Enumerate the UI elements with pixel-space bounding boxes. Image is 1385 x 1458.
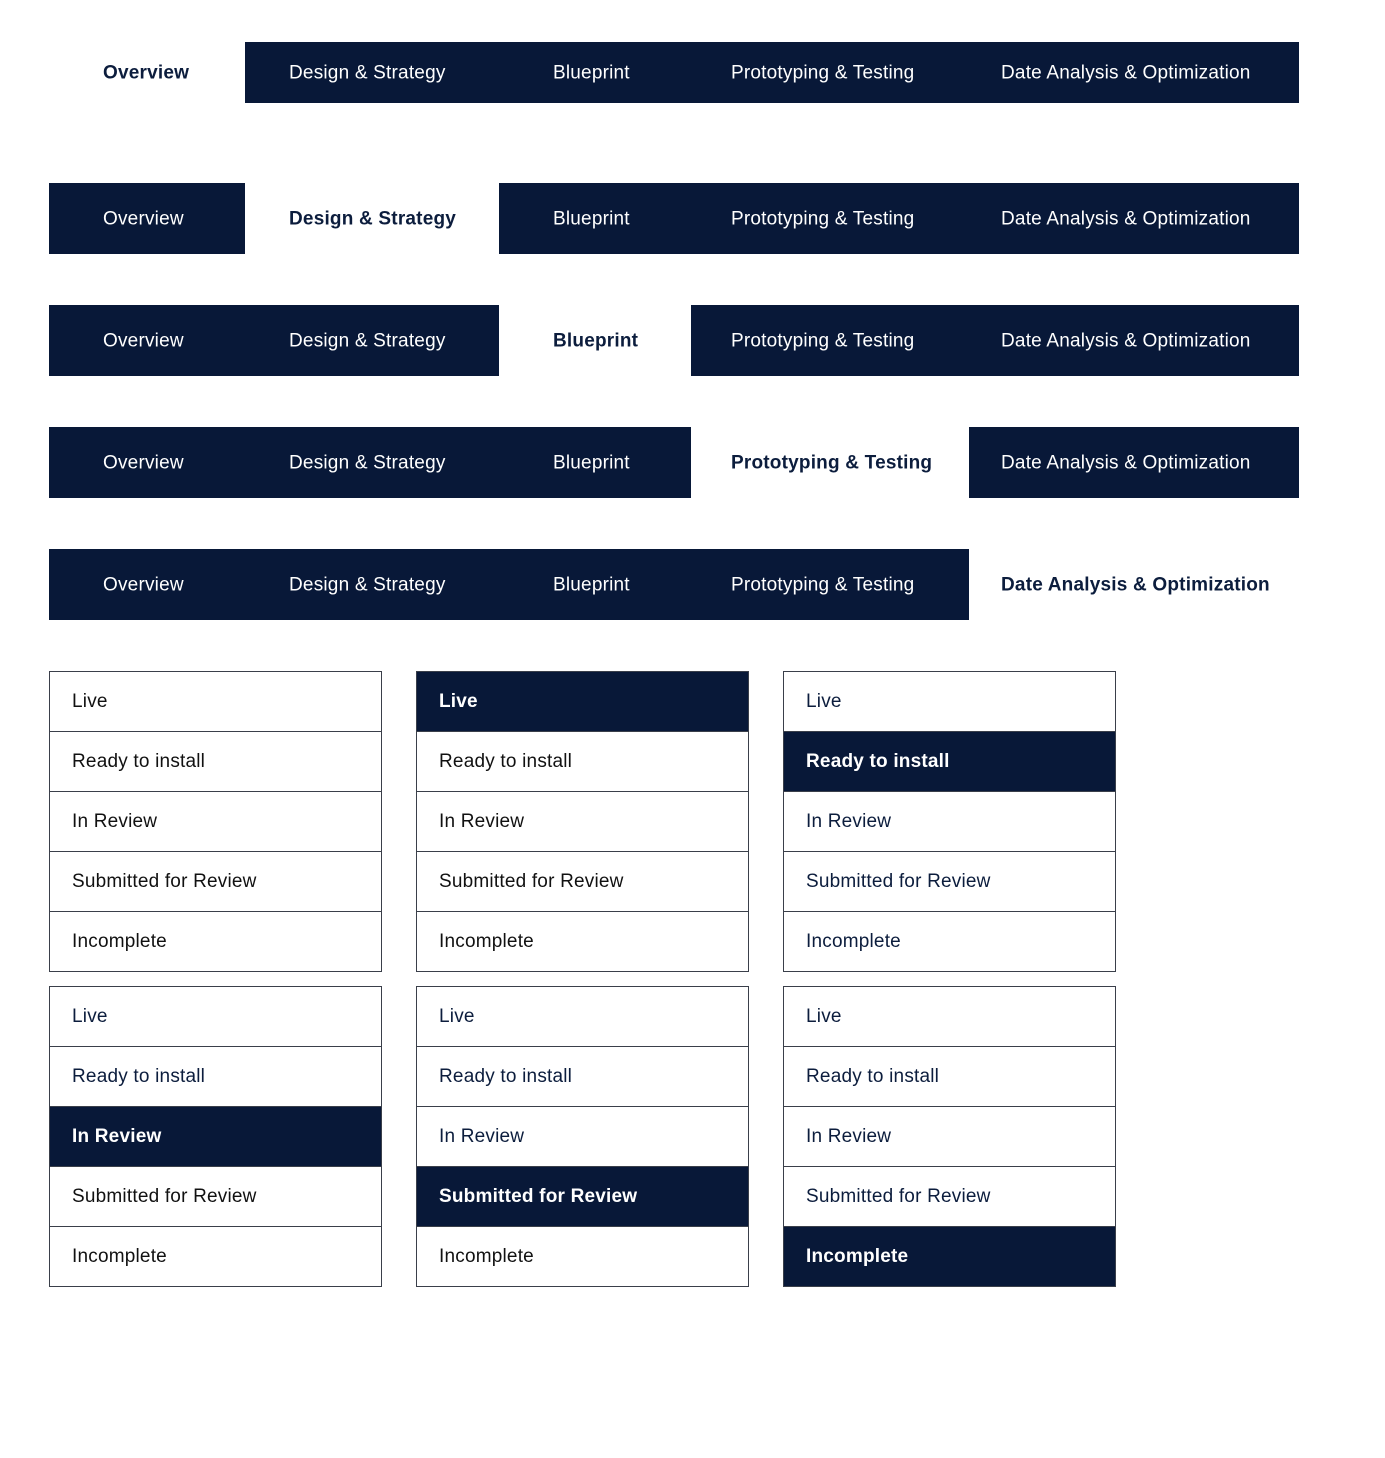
tab-bar-blueprint-active: [49, 305, 1299, 376]
status-label: Live: [72, 690, 108, 712]
status-label: Ready to install: [72, 1065, 206, 1087]
status-label: Ready to install: [439, 750, 573, 772]
status-label: Live: [439, 690, 478, 712]
tab-label: Prototyping & Testing: [731, 452, 933, 473]
status-item-incomplete[interactable]: [784, 912, 1115, 971]
status-label: In Review: [806, 1125, 892, 1147]
status-label: Incomplete: [806, 1245, 909, 1267]
tab-label: Overview: [103, 574, 184, 595]
status-label: Incomplete: [439, 930, 534, 952]
status-item-ready-to-install[interactable]: [50, 732, 381, 792]
status-label: Incomplete: [72, 930, 167, 952]
tab-overview[interactable]: [49, 42, 245, 103]
tab-prototyping-testing[interactable]: [691, 427, 969, 498]
status-item-live[interactable]: [50, 672, 381, 732]
tab-blueprint[interactable]: [499, 183, 691, 254]
status-label: Live: [72, 1005, 108, 1027]
tab-label: Design & Strategy: [289, 330, 446, 351]
status-item-submitted-for-review[interactable]: [784, 852, 1115, 912]
tab-label: Date Analysis & Optimization: [1001, 574, 1270, 595]
status-item-submitted-for-review[interactable]: [417, 852, 748, 912]
status-label: Incomplete: [72, 1245, 167, 1267]
tab-bar-design-active: [49, 183, 1299, 254]
tab-label: Design & Strategy: [289, 208, 457, 229]
status-label: In Review: [72, 810, 158, 832]
status-item-submitted-for-review[interactable]: [50, 852, 381, 912]
status-label: In Review: [72, 1125, 162, 1147]
status-item-ready-to-install[interactable]: [417, 732, 748, 792]
status-item-ready-to-install[interactable]: [417, 1047, 748, 1107]
status-label: Incomplete: [806, 930, 901, 952]
status-item-live[interactable]: [784, 672, 1115, 732]
tab-prototyping-testing[interactable]: [691, 183, 969, 254]
tab-overview[interactable]: [49, 183, 245, 254]
tab-data-analysis[interactable]: [969, 183, 1299, 254]
tab-label: Prototyping & Testing: [731, 574, 915, 595]
status-label: In Review: [439, 810, 525, 832]
status-item-live[interactable]: [50, 987, 381, 1047]
status-item-submitted-for-review[interactable]: [417, 1167, 748, 1227]
tab-label: Blueprint: [553, 208, 630, 229]
status-list-submitted-active: [416, 986, 749, 1287]
tab-label: Design & Strategy: [289, 452, 446, 473]
tab-blueprint[interactable]: [499, 549, 691, 620]
tab-design-strategy[interactable]: [245, 42, 499, 103]
tab-label: Overview: [103, 452, 184, 473]
tab-data-analysis[interactable]: [969, 305, 1299, 376]
tab-prototyping-testing[interactable]: [691, 549, 969, 620]
status-item-incomplete[interactable]: [50, 1227, 381, 1286]
tab-label: Date Analysis & Optimization: [1001, 452, 1251, 473]
tab-design-strategy[interactable]: [245, 427, 499, 498]
status-item-submitted-for-review[interactable]: [50, 1167, 381, 1227]
tab-overview[interactable]: [49, 427, 245, 498]
status-item-ready-to-install[interactable]: [784, 1047, 1115, 1107]
tab-prototyping-testing[interactable]: [691, 305, 969, 376]
tab-label: Blueprint: [553, 330, 639, 351]
tab-design-strategy[interactable]: [245, 305, 499, 376]
status-item-live[interactable]: [417, 672, 748, 732]
status-label: Ready to install: [806, 750, 950, 772]
status-list-default: [49, 671, 382, 972]
status-list-in-review-active: [49, 986, 382, 1287]
status-label: Submitted for Review: [806, 1185, 991, 1207]
tab-bar-overview-active: [49, 42, 1299, 103]
tab-label: Prototyping & Testing: [731, 62, 915, 83]
tab-label: Design & Strategy: [289, 62, 446, 83]
status-label: Submitted for Review: [72, 870, 257, 892]
status-item-live[interactable]: [417, 987, 748, 1047]
status-label: In Review: [806, 810, 892, 832]
tab-label: Prototyping & Testing: [731, 330, 915, 351]
status-item-submitted-for-review[interactable]: [784, 1167, 1115, 1227]
status-item-in-review[interactable]: [50, 792, 381, 852]
status-list-ready-active: [783, 671, 1116, 972]
status-list-live-active: [416, 671, 749, 972]
status-item-incomplete[interactable]: [50, 912, 381, 971]
status-label: Submitted for Review: [439, 870, 624, 892]
tab-data-analysis[interactable]: [969, 42, 1299, 103]
tab-label: Blueprint: [553, 62, 630, 83]
status-label: Submitted for Review: [806, 870, 991, 892]
tab-data-analysis[interactable]: [969, 427, 1299, 498]
tab-overview[interactable]: [49, 549, 245, 620]
status-label: Live: [806, 690, 842, 712]
tab-bar-analysis-active: [49, 549, 1299, 620]
status-label: Ready to install: [806, 1065, 940, 1087]
tab-label: Prototyping & Testing: [731, 208, 915, 229]
status-item-in-review[interactable]: [784, 1107, 1115, 1167]
status-item-in-review[interactable]: [417, 792, 748, 852]
tab-label: Overview: [103, 62, 190, 83]
tab-label: Date Analysis & Optimization: [1001, 62, 1251, 83]
status-label: Live: [806, 1005, 842, 1027]
tab-design-strategy[interactable]: [245, 183, 499, 254]
status-label: Ready to install: [439, 1065, 573, 1087]
status-item-in-review[interactable]: [784, 792, 1115, 852]
tab-bar-prototyping-active: [49, 427, 1299, 498]
tab-label: Date Analysis & Optimization: [1001, 330, 1251, 351]
status-label: Incomplete: [439, 1245, 534, 1267]
status-item-incomplete[interactable]: [784, 1227, 1115, 1286]
tab-data-analysis[interactable]: [969, 549, 1299, 620]
tab-label: Overview: [103, 330, 184, 351]
tab-label: Date Analysis & Optimization: [1001, 208, 1251, 229]
status-item-ready-to-install[interactable]: [784, 732, 1115, 792]
status-item-live[interactable]: [784, 987, 1115, 1047]
status-item-in-review[interactable]: [50, 1107, 381, 1167]
status-item-in-review[interactable]: [417, 1107, 748, 1167]
tab-label: Blueprint: [553, 452, 630, 473]
tab-label: Overview: [103, 208, 184, 229]
status-label: In Review: [439, 1125, 525, 1147]
status-label: Live: [439, 1005, 475, 1027]
status-item-incomplete[interactable]: [417, 1227, 748, 1286]
status-label: Submitted for Review: [72, 1185, 257, 1207]
tab-label: Design & Strategy: [289, 574, 446, 595]
tab-label: Blueprint: [553, 574, 630, 595]
status-label: Ready to install: [72, 750, 206, 772]
tab-blueprint[interactable]: [499, 42, 691, 103]
tab-blueprint[interactable]: [499, 305, 691, 376]
tab-overview[interactable]: [49, 305, 245, 376]
status-list-incomplete-active: [783, 986, 1116, 1287]
tab-design-strategy[interactable]: [245, 549, 499, 620]
status-item-incomplete[interactable]: [417, 912, 748, 971]
status-item-ready-to-install[interactable]: [50, 1047, 381, 1107]
tab-blueprint[interactable]: [499, 427, 691, 498]
tab-prototyping-testing[interactable]: [691, 42, 969, 103]
status-label: Submitted for Review: [439, 1185, 638, 1207]
